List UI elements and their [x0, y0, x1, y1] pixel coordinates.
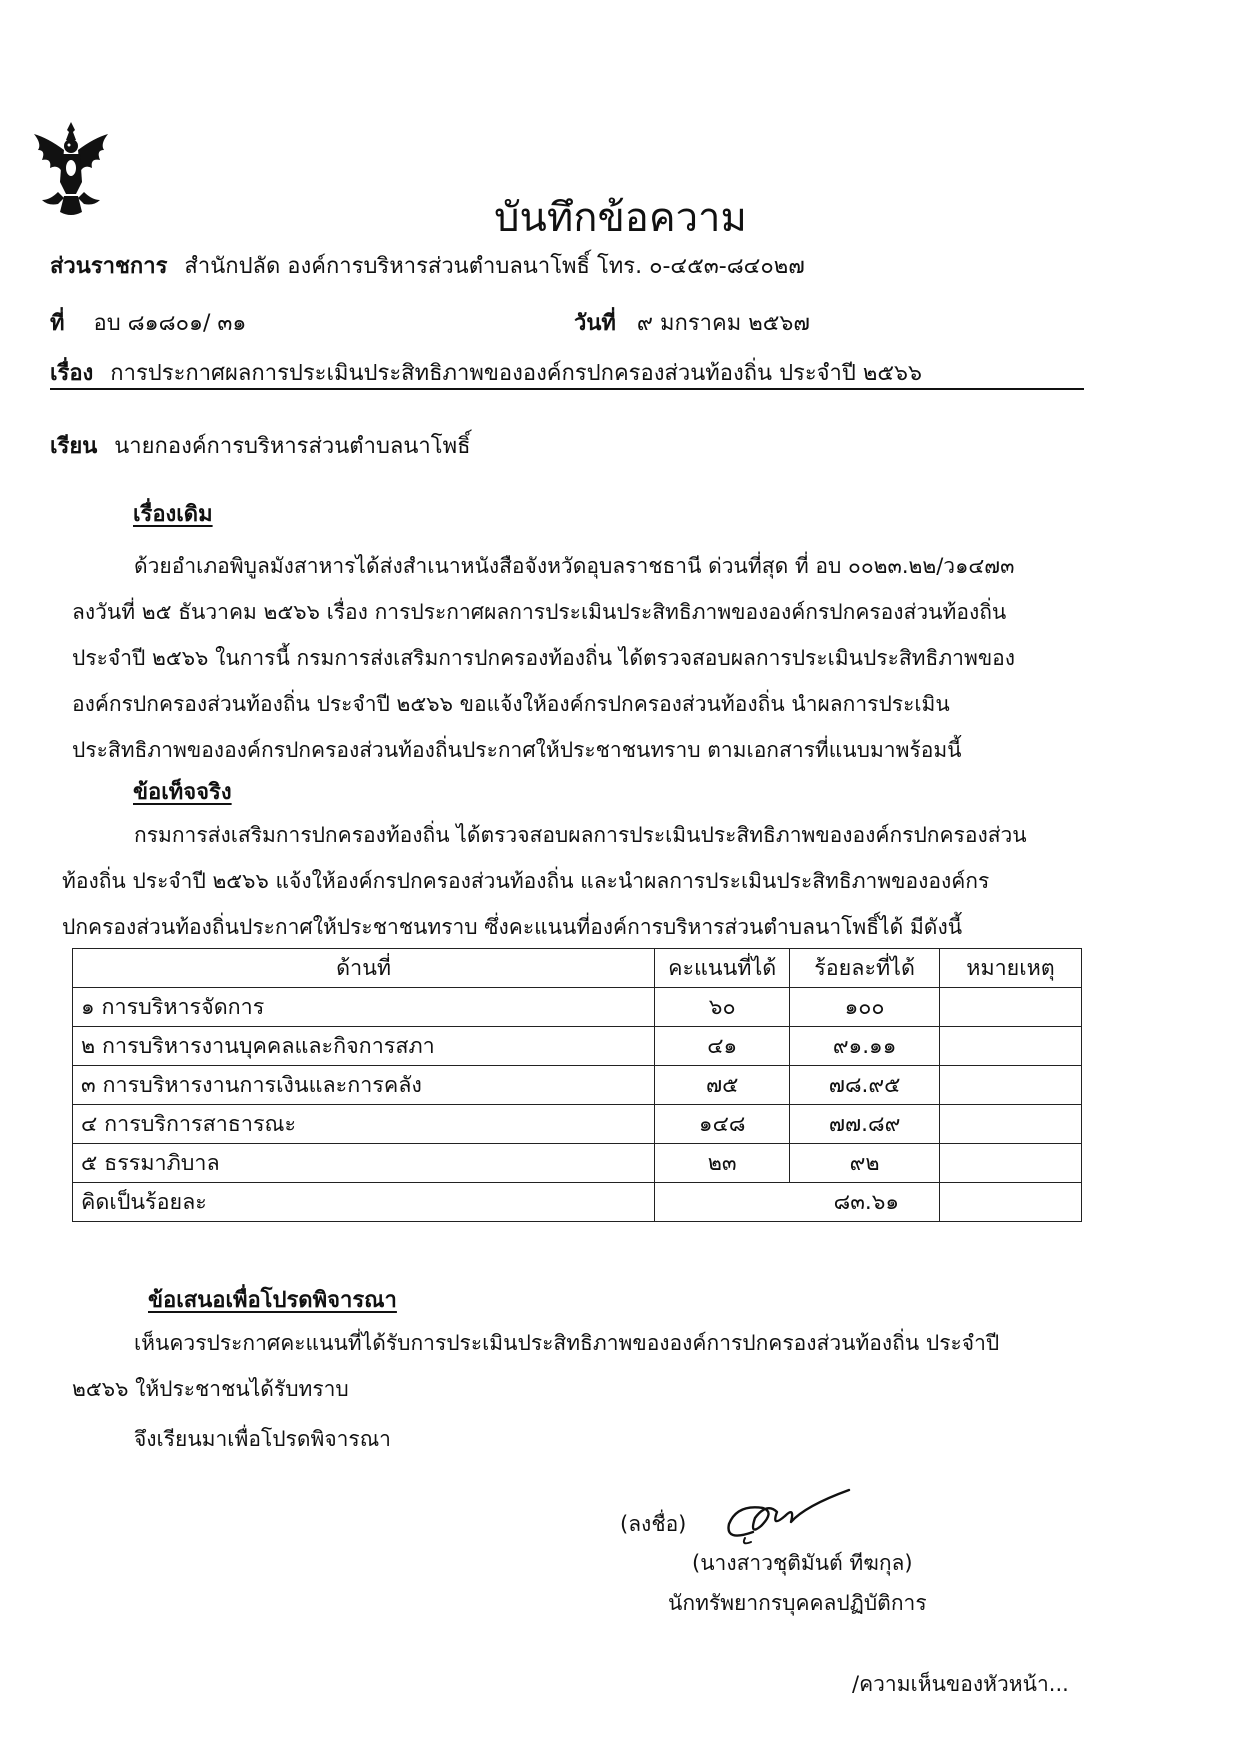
score-cell: ๔๑ — [655, 1027, 790, 1066]
agency-value: สำนักปลัด องค์การบริหารส่วนตำบลนาโพธิ์ โทร. ๐-๔๕๓-๘๔๐๒๗ — [184, 254, 805, 279]
date-line — [574, 305, 810, 340]
aspect-cell: ๑ การบริหารจัดการ — [73, 988, 655, 1027]
agency-line — [50, 248, 805, 283]
background-heading: เรื่องเดิม — [133, 502, 213, 527]
column-header-aspect: ด้านที่ — [73, 949, 655, 988]
paragraph-line: เห็นควรประกาศคะแนนที่ได้รับการประเมินประสิทธิภาพขององค์การปกครองส่วนท้องถิ่น ประจำปี — [134, 1331, 1000, 1355]
subject-line — [50, 355, 922, 390]
proposal-heading: ข้อเสนอเพื่อโปรดพิจารณา — [148, 1288, 397, 1313]
table-header-row — [73, 949, 1082, 988]
paragraph-line: ด้วยอำเภอพิบูลมังสาหารได้ส่งสำเนาหนังสือจังหวัดอุบลราชธานี ด่วนที่สุด ที่ อบ ๐๐๒๓.๒๒/ว๑๔๗๓ — [134, 554, 1015, 578]
reference-label: ที่ — [50, 311, 65, 336]
agency-label: ส่วนราชการ — [50, 254, 168, 279]
table-row — [73, 1144, 1082, 1183]
salutation-label: เรียน — [50, 434, 98, 459]
paragraph-line: ปกครองส่วนท้องถิ่นประกาศให้ประชาชนทราบ ซึ่งคะแนนที่องค์การบริหารส่วนตำบลนาโพธิ์ได้ มีดังนี้ — [62, 915, 963, 939]
reference-line — [50, 305, 246, 340]
column-header-score: คะแนนที่ได้ — [655, 949, 790, 988]
header-divider — [50, 388, 1084, 390]
note-cell — [940, 1066, 1082, 1105]
background-paragraph — [72, 543, 1084, 773]
date-label: วันที่ — [574, 311, 616, 336]
handwritten-signature — [715, 1482, 855, 1552]
note-cell — [940, 1183, 1082, 1222]
table-row — [73, 1066, 1082, 1105]
note-cell — [940, 988, 1082, 1027]
paragraph-line: องค์กรปกครองส่วนท้องถิ่น ประจำปี ๒๕๖๖ ขอแจ้งให้องค์กรปกครองส่วนท้องถิ่น นำผลการประเมิน — [72, 692, 950, 716]
score-table — [72, 948, 1082, 1222]
score-cell: ๗๕ — [655, 1066, 790, 1105]
facts-paragraph — [62, 812, 1084, 950]
table-total-row — [73, 1183, 1082, 1222]
memo-title: บันทึกข้อความ — [494, 195, 747, 241]
sign-label: (ลงชื่อ) — [620, 1512, 687, 1536]
salutation — [50, 428, 471, 463]
note-cell — [940, 1027, 1082, 1066]
note-cell — [940, 1144, 1082, 1183]
closing-line: จึงเรียนมาเพื่อโปรดพิจารณา — [134, 1427, 391, 1451]
score-cell: ๖๐ — [655, 988, 790, 1027]
column-header-note: หมายเหตุ — [940, 949, 1082, 988]
table-row — [73, 1105, 1082, 1144]
aspect-cell: ๒ การบริหารงานบุคคลและกิจการสภา — [73, 1027, 655, 1066]
paragraph-line: ท้องถิ่น ประจำปี ๒๕๖๖ แจ้งให้องค์กรปกครองส่วนท้องถิ่น และนำผลการประเมินประสิทธิภาพขององค์กร — [62, 869, 990, 893]
table-row — [73, 988, 1082, 1027]
aspect-cell: ๔ การบริการสาธารณะ — [73, 1105, 655, 1144]
percent-cell: ๙๑.๑๑ — [790, 1027, 940, 1066]
total-label-cell: คิดเป็นร้อยละ — [73, 1183, 655, 1222]
paragraph-line: กรมการส่งเสริมการปกครองท้องถิ่น ได้ตรวจสอบผลการประเมินประสิทธิภาพขององค์กรปกครองส่วน — [134, 823, 1027, 847]
paragraph-line: ลงวันที่ ๒๕ ธันวาคม ๒๕๖๖ เรื่อง การประกาศผลการประเมินประสิทธิภาพขององค์กรปกครองส่วนท้องถิ่น — [72, 600, 1007, 624]
score-cell: ๑๔๘ — [655, 1105, 790, 1144]
total-value-cell: ๘๓.๖๑ — [655, 1183, 940, 1222]
aspect-cell: ๕ ธรรมาภิบาล — [73, 1144, 655, 1183]
subject-label: เรื่อง — [50, 361, 94, 386]
paragraph-line: ประจำปี ๒๕๖๖ ในการนี้ กรมการส่งเสริมการปกครองท้องถิ่น ได้ตรวจสอบผลการประเมินประสิทธิภาพของ — [72, 646, 1016, 670]
facts-heading: ข้อเท็จจริง — [133, 780, 232, 805]
table-row — [73, 1027, 1082, 1066]
salutation-recipient: นายกองค์การบริหารส่วนตำบลนาโพธิ์ — [114, 434, 471, 459]
continuation-note: /ความเห็นของหัวหน้า... — [852, 1672, 1069, 1696]
percent-cell: ๗๘.๙๕ — [790, 1066, 940, 1105]
score-cell: ๒๓ — [655, 1144, 790, 1183]
percent-cell: ๗๗.๘๙ — [790, 1105, 940, 1144]
signer-name: (นางสาวชุติมันต์ ทีฆกุล) — [692, 1551, 913, 1575]
aspect-cell: ๓ การบริหารงานการเงินและการคลัง — [73, 1066, 655, 1105]
reference-number: อบ ๘๑๘๐๑/ ๓๑ — [93, 311, 247, 336]
paragraph-line: ประสิทธิภาพขององค์กรปกครองส่วนท้องถิ่นประกาศให้ประชาชนทราบ ตามเอกสารที่แนบมาพร้อมนี้ — [72, 738, 962, 762]
paragraph-line: ๒๕๖๖ ให้ประชาชนได้รับทราบ — [72, 1377, 349, 1401]
signer-position: นักทรัพยากรบุคคลปฏิบัติการ — [668, 1591, 927, 1615]
note-cell — [940, 1105, 1082, 1144]
subject-value: การประกาศผลการประเมินประสิทธิภาพขององค์กรปกครองส่วนท้องถิ่น ประจำปี ๒๕๖๖ — [110, 361, 922, 386]
date-value: ๙ มกราคม ๒๕๖๗ — [636, 311, 810, 336]
column-header-percent: ร้อยละที่ได้ — [790, 949, 940, 988]
percent-cell: ๑๐๐ — [790, 988, 940, 1027]
proposal-paragraph — [72, 1320, 1084, 1412]
percent-cell: ๙๒ — [790, 1144, 940, 1183]
